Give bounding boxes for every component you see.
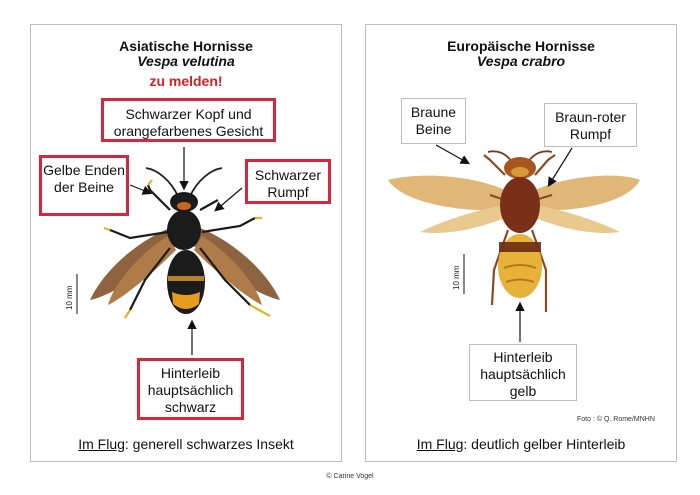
crabro-scale-label: 10 mm [452, 265, 461, 290]
photo-credit: Foto : © Q. Rome/MNHN [577, 416, 655, 423]
crabro-left-wing [388, 176, 505, 233]
crabro-right-wing [535, 176, 640, 233]
flight-prefix: Im Flug [416, 436, 464, 452]
crabro-dark-band [499, 242, 541, 252]
asian-hornet-species: Vespa velutina [137, 53, 235, 69]
arrow-brown-legs [436, 145, 468, 163]
label-yellow-legs: Gelbe Enden der Beine [39, 155, 129, 216]
flight-text: : deutlich gelber Hinterleib [463, 436, 626, 452]
label-black-thorax: Schwarzer Rumpf [245, 159, 331, 204]
label-red-brown-thorax: Braun-roter Rumpf [544, 103, 637, 147]
copyright: © Carine Vogel [326, 473, 374, 480]
flight-text: : generell schwarzes Insekt [124, 436, 294, 452]
velutina-scale-label: 10 mm [65, 285, 74, 310]
crabro-thorax [500, 177, 540, 233]
label-black-abdomen: Hinterleib hauptsächlich schwarz [137, 358, 244, 420]
european-hornet-title: Europäische Hornisse [447, 38, 595, 54]
label-head: Schwarzer Kopf und orangefarbenes Gesicht [101, 98, 276, 142]
asian-hornet-title: Asiatische Hornisse [119, 38, 253, 54]
european-hornet-species: Vespa crabro [476, 53, 566, 69]
arrow-red-brown-thorax [549, 148, 572, 185]
crabro-face [511, 167, 529, 177]
label-brown-legs: Braune Beine [401, 98, 466, 144]
report-warning: zu melden! [149, 73, 223, 89]
label-yellow-abdomen: Hinterleib hauptsächlich gelb [469, 344, 577, 401]
flight-prefix: Im Flug [78, 436, 125, 452]
